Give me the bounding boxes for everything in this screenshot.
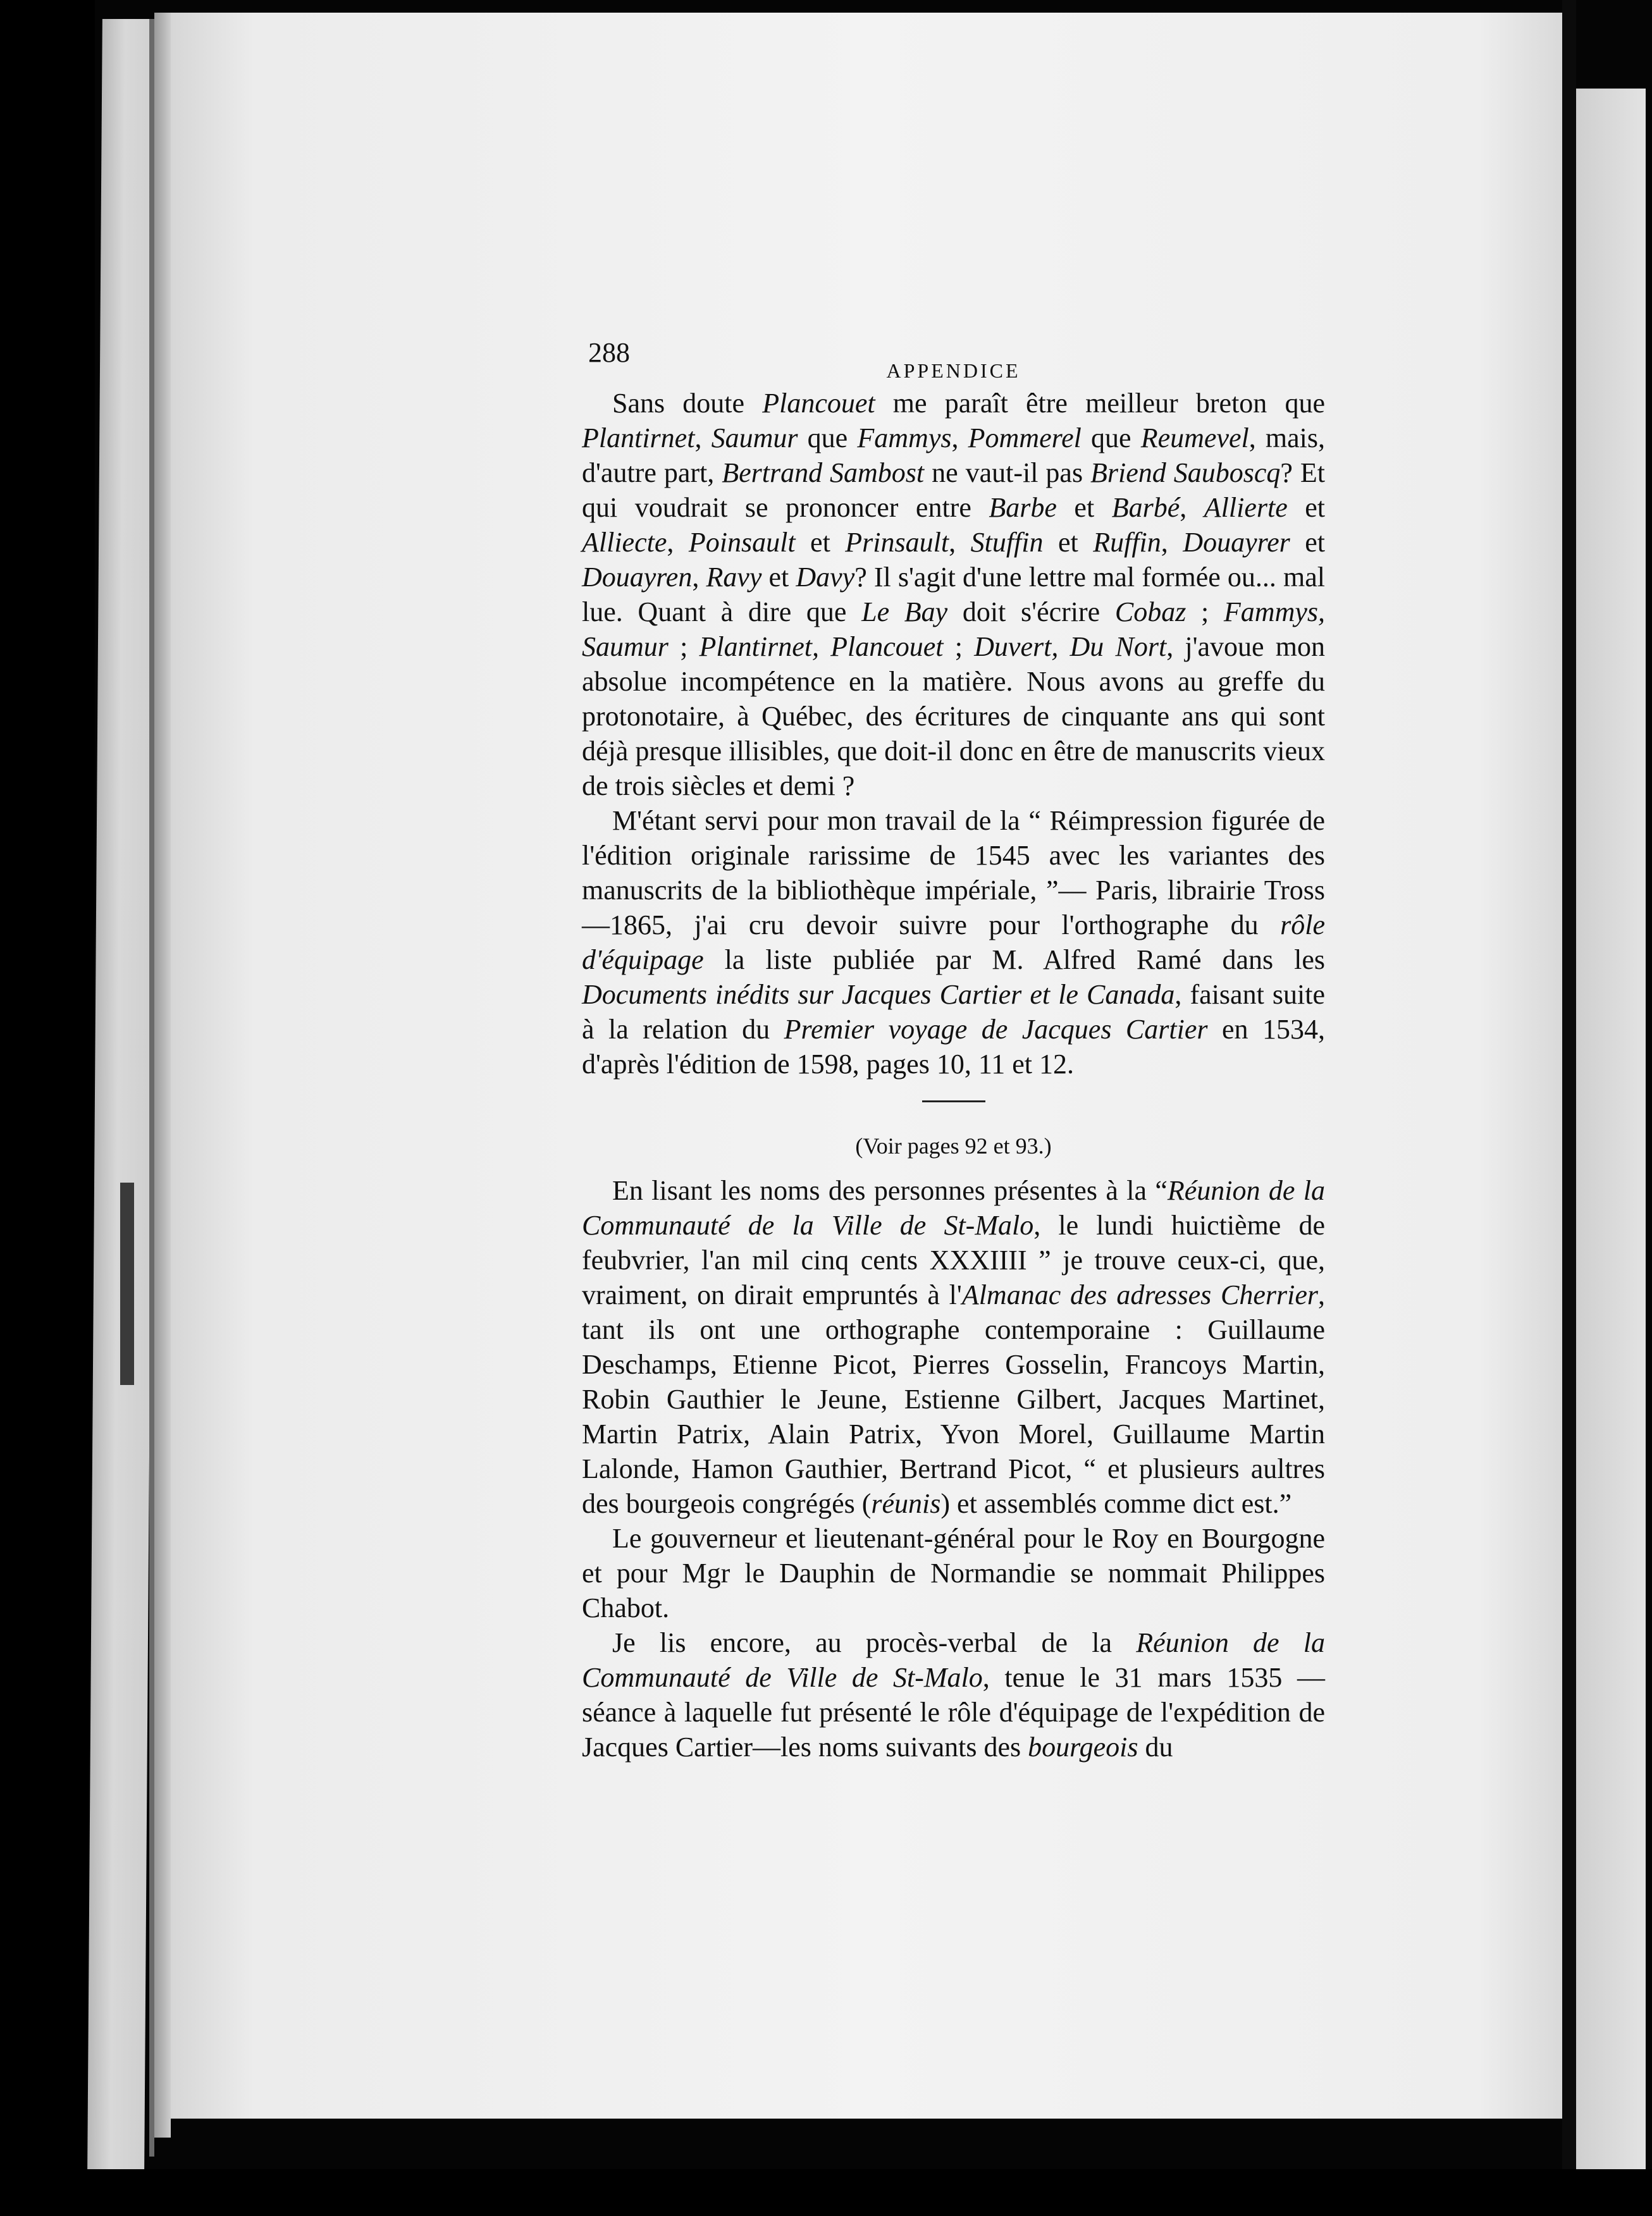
text-run: et <box>1043 527 1094 558</box>
text-run: , <box>692 562 706 593</box>
text-run: Le gouverneur et lieutenant-général pour le Roy en Bourgogne et pour Mgr le Dauphin de Normandie se nommait Philippes Chabot. <box>582 1523 1325 1623</box>
text-run: ; <box>943 631 975 662</box>
text-run: , le lundi huictième de feubvrier, l'an mil cinq cents XXXIIII ” je trouve ceux-ci, que, vraiment, on dirait empruntés à l' <box>582 1210 1325 1310</box>
spine-edge <box>149 19 154 2157</box>
italic-run: Allierte <box>1204 492 1288 523</box>
text-run: , j'avoue mon absolue incompétence en la matière. Nous avons au greffe du protonotaire, à Québec, des écritures de cinquante ans qui sont déjà presque illisibles, que doit-il donc en être de manuscrits vieux de trois siècles et demi ? <box>582 631 1326 801</box>
italic-run: Fammys, Saumur <box>582 596 1326 662</box>
italic-run: Reumevel <box>1140 422 1249 453</box>
spine-mark <box>120 1183 134 1385</box>
italic-run: Plantirnet <box>582 422 695 453</box>
text-section-2 <box>582 1173 1325 1764</box>
text-run: , tant ils ont une orthographe contemporaine : Guillaume Deschamps, Etienne Picot, Pierres Gosselin, Francoys Martin, Robin Gauthier le Jeune, Estienne Gilbert, Jacques Martinet, Martin Patrix, Alain Patrix, Yvon Morel, Guillaume Martin Lalonde, Hamon Gauthier, Bertrand Picot, “ et plusieurs aultres des bourgeois congrégés ( <box>582 1279 1325 1519</box>
paragraph <box>582 1173 1325 1521</box>
text-run: et <box>761 562 796 593</box>
bottom-shadow <box>0 2169 1652 2216</box>
italic-run: Douayrer <box>1183 527 1290 558</box>
italic-run: Premier voyage de Jacques Cartier <box>784 1014 1208 1045</box>
text-run: et <box>1287 492 1326 523</box>
text-run: et <box>795 527 846 558</box>
italic-run: Prinsault <box>845 527 949 558</box>
text-run: , <box>694 422 712 453</box>
text-run: que <box>1081 422 1141 453</box>
page-number: 288 <box>588 337 630 368</box>
text-run: ; <box>1186 596 1224 627</box>
italic-run: Plantirnet, Plancouet <box>699 631 944 662</box>
italic-run: bourgeois <box>1028 1732 1138 1763</box>
italic-run: Réunion de la Communauté de la Ville de St-Malo <box>582 1175 1325 1241</box>
binding-shadow <box>0 0 95 2216</box>
italic-run: Alliecte <box>582 527 667 558</box>
italic-run: rôle d'équipage <box>582 909 1325 975</box>
italic-run: Pommerel <box>968 422 1082 453</box>
italic-run: Le Bay <box>861 596 948 627</box>
book-spine <box>87 19 159 2169</box>
text-run: du <box>1138 1732 1173 1763</box>
text-run: , mais, d'autre part, <box>582 422 1326 488</box>
italic-run: Barbe <box>989 492 1057 523</box>
italic-run: Cobaz <box>1114 596 1187 627</box>
paragraph <box>582 1625 1325 1764</box>
text-run: la liste publiée par M. Alfred Ramé dans les <box>703 944 1325 975</box>
facing-page-edge <box>1576 89 1646 2169</box>
italic-run: Fammys <box>857 422 952 453</box>
text-run: , <box>1180 492 1204 523</box>
section-rule <box>922 1100 985 1102</box>
text-run: ? Il s'agit d'une lettre mal formée ou... mal lue. Quant à dire que <box>582 562 1325 627</box>
page-text <box>582 329 1325 1764</box>
italic-run: Saumur <box>711 422 798 453</box>
italic-run: réunis <box>871 1488 941 1519</box>
italic-run: Plancouet <box>762 388 875 419</box>
right-gutter <box>1562 0 1576 2216</box>
italic-run: Briend Sauboscq <box>1090 457 1281 488</box>
text-run: ? Et qui voudrait se prononcer entre <box>582 457 1325 523</box>
text-section-1 <box>582 386 1325 1081</box>
text-run: et <box>1290 527 1325 558</box>
text-run: que <box>798 422 858 453</box>
text-run: me paraît être meilleur breton que <box>875 388 1325 419</box>
text-run: , tenue le 31 mars 1535 — séance à laquelle fut présenté le rôle d'équipage de l'expédition de Jacques Cartier—les noms suivants des <box>582 1662 1326 1763</box>
paragraph <box>582 386 1325 803</box>
italic-run: Ruffin <box>1093 527 1161 558</box>
text-run: En lisant les noms des personnes présentes à la “ <box>612 1175 1168 1206</box>
italic-run: Documents inédits sur Jacques Cartier et le Canada <box>582 979 1175 1010</box>
text-run: , <box>667 527 689 558</box>
italic-run: Barbé <box>1111 492 1180 523</box>
text-run: et <box>1056 492 1112 523</box>
text-run: ) et assemblés comme dict est.” <box>940 1488 1292 1519</box>
paragraph <box>582 1521 1325 1625</box>
text-run: , <box>1161 527 1183 558</box>
text-run: , faisant suite à la relation du <box>582 979 1325 1045</box>
cross-reference-note: (Voir pages 92 et 93.) <box>855 1133 1052 1159</box>
italic-run: Duvert, Du Nort <box>974 631 1167 662</box>
text-run: Sans doute <box>612 388 763 419</box>
italic-run: Douayren <box>582 562 693 593</box>
text-run: ne vaut-il pas <box>924 457 1091 488</box>
italic-run: Ravy <box>706 562 762 593</box>
page-fold <box>154 13 171 2138</box>
text-run: Je lis encore, au procès-verbal de la <box>612 1627 1137 1658</box>
running-head: APPENDICE <box>886 359 1021 382</box>
text-run: , <box>951 422 968 453</box>
text-run: en 1534, d'après l'édition de 1598, pages 10, 11 et 12. <box>582 1014 1325 1080</box>
italic-run: Bertrand Sambost <box>722 457 925 488</box>
text-run: M'étant servi pour mon travail de la “ Réimpression figurée de l'édition originale rarissime de 1545 avec les variantes des manuscrits de la bibliothèque impériale, ”— Paris, librairie Tross—1865, j'ai cru devoir suivre pour l'orthographe du <box>582 805 1325 940</box>
italic-run: Stuffin <box>970 527 1044 558</box>
italic-run: Poinsault <box>688 527 796 558</box>
italic-run: Davy <box>796 562 855 593</box>
text-run: , <box>949 527 971 558</box>
italic-run: Almanac des adresses Cherrier <box>961 1279 1318 1310</box>
page-header <box>582 329 1325 386</box>
paragraph <box>582 803 1325 1081</box>
text-run: ; <box>668 631 700 662</box>
italic-run: Réunion de la Communauté de Ville de St-Malo <box>582 1627 1325 1693</box>
text-run: doit s'écrire <box>947 596 1115 627</box>
